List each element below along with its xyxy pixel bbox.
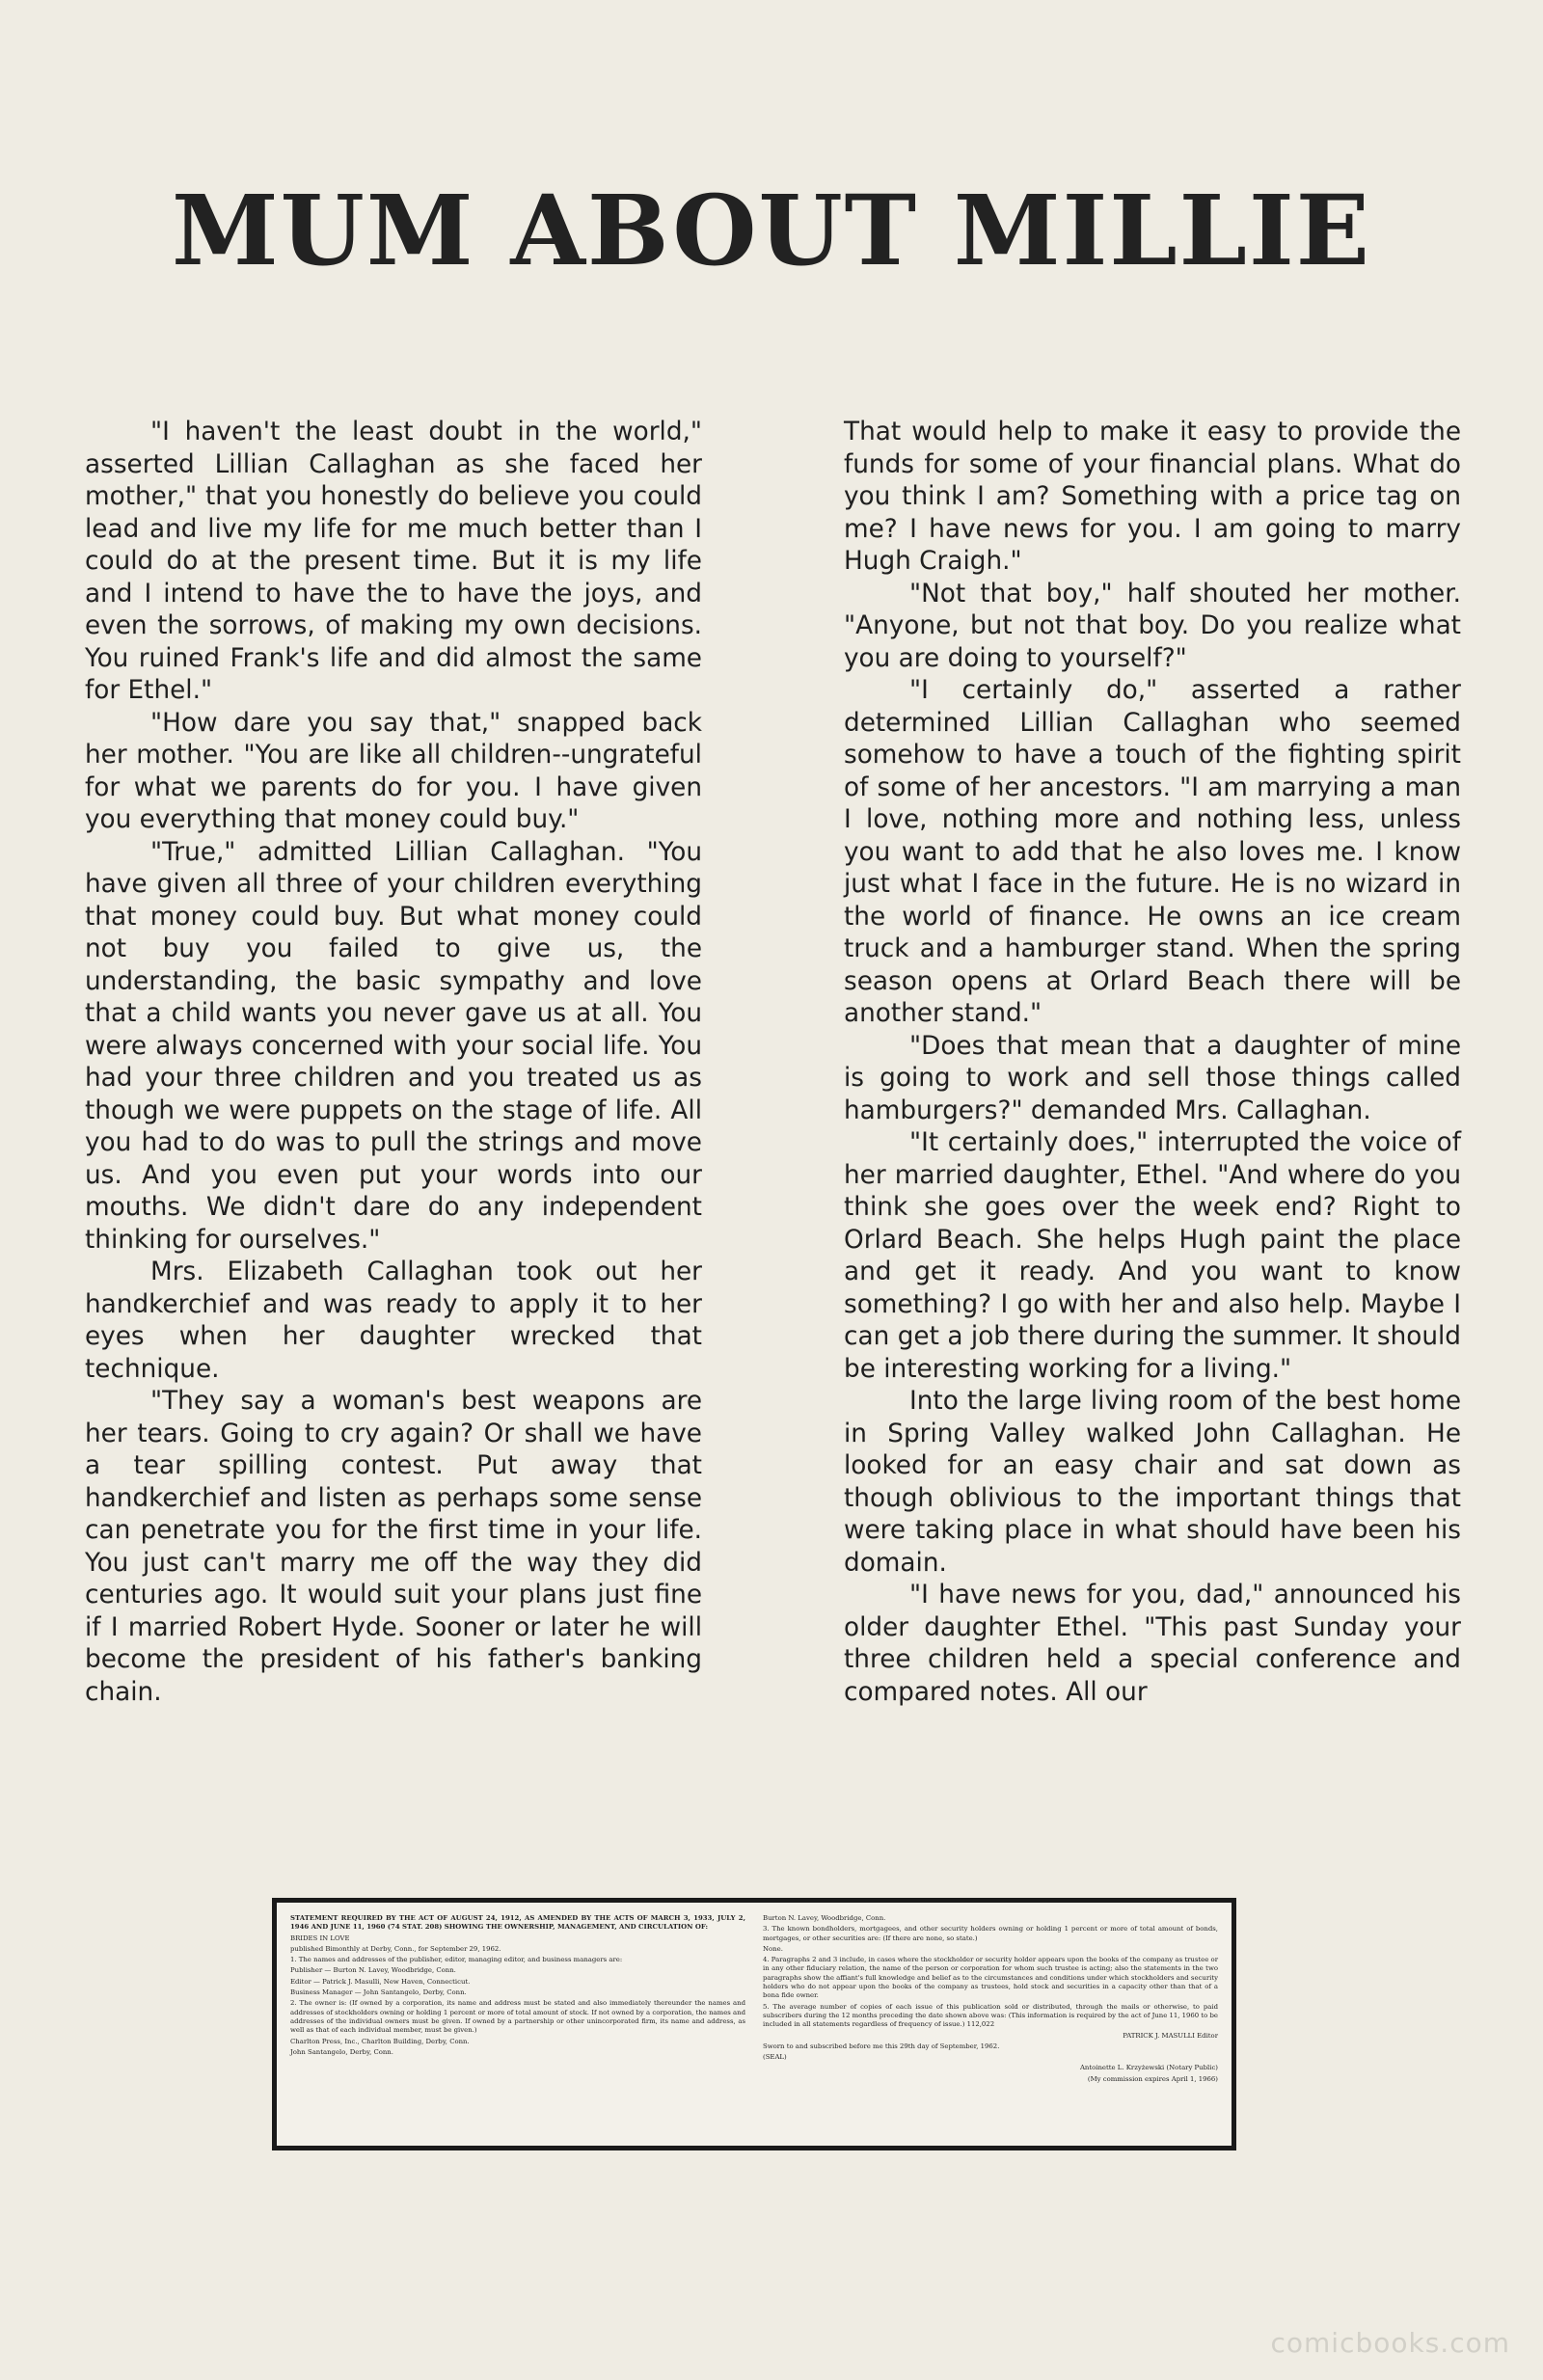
paragraph: "How dare you say that," snapped back her mother. "You are like all children--ungrateful for what we parents do for you. I have given you everything that money could buy." — [85, 708, 702, 834]
statement-commission: (My commission expires April 1, 1966) — [1087, 2074, 1218, 2083]
ownership-statement-box — [272, 1898, 1236, 2150]
statement-seal: (SEAL) — [763, 2053, 787, 2062]
statement-published: published Bimonthly at Derby, Conn., for September 29, 1962. — [290, 1944, 501, 1953]
paragraph: "Does that mean that a daughter of mine is going to work and sell those things called hamburgers?" demanded Mrs. Callaghan. — [844, 1031, 1461, 1125]
statement-item: 4. Paragraphs 2 and 3 include, in cases where the stockholder or security holder appears upon the books of the company as trustee or in any other fiduciary relation, the name of the person or corporation for whom such trustee is acting; also the statements in the two paragraphs show the affiant's full knowledge and belief as to the circumstances and conditions under which stockholders and security holders who do not appear upon the books of the company as trustees, hold stock and securities in a capacity other than that of a bona fide owner. — [763, 1956, 1218, 2000]
statement-item: 5. The average number of copies of each issue of this publication sold or distributed, through the mails or otherwise, to paid subscribers during the 12 months preceding the date shown above was: (This information is required by the act of June 11, 1960 to be included in all statements regardless of frequency of issue.) 112,022 — [763, 2002, 1218, 2029]
paragraph: Into the large living room of the best home in Spring Valley walked John Callaghan. He looked for an easy chair and sat down as though oblivious to the important things that were taking place in what should have been his domain. — [844, 1387, 1461, 1578]
statement-owner: Charlton Press, Inc., Charlton Building, Derby, Conn. — [290, 2037, 470, 2045]
statement-item: 2. The owner is: (If owned by a corporation, its name and address must be stated and also immediately thereunder the names and addresses of stockholders owning or holding 1 percent or more of total amount of stock. If not owned by a corporation, the names and addresses of the individual owners must be given. If owned by a partnership or other unincorporated firm, its name and address, as well as that of each individual member, must be given.) — [290, 1999, 745, 2035]
statement-owner: Burton N. Lavey, Woodbridge, Conn. — [763, 1914, 886, 1922]
site-watermark: comicbooks.com — [1270, 2327, 1510, 2359]
paragraph: That would help to make it easy to provide the funds for some of your financial plans. What do you think I am? Something with a price tag on me? I have news for you. I am going to marry Hugh Craigh." — [844, 418, 1461, 576]
text-column-left — [85, 417, 702, 1709]
statement-business-manager: Business Manager — John Santangelo, Derby, Conn. — [290, 1988, 467, 1997]
statement-editor: Editor — Patrick J. Masulli, New Haven, Connecticut. — [290, 1977, 471, 1986]
statement-publisher: Publisher — Burton N. Lavey, Woodbridge, Conn. — [290, 1966, 456, 1975]
paragraph: "I haven't the least doubt in the world," asserted Lillian Callaghan as she faced her mother," that you honestly do believe you could lead and live my life for me much better than I could do at the present time. But it is my life and I intend to have the to have the joys, and even the sorrows, of making my own decisions. You ruined Frank's life and did almost the same for Ethel." — [85, 418, 702, 705]
statement-none: None. — [763, 1944, 783, 1953]
statement-column-right — [763, 1914, 1218, 2134]
paragraph: "It certainly does," interrupted the voice of her married daughter, Ethel. "And where do you think she goes over the week end? Right to Orlard Beach. She helps Hugh paint the place and get it ready. And you want to know something? I go with her and also help. Maybe I can get a job there during the summer. It should be interesting working for a living." — [844, 1128, 1461, 1384]
statement-notary: Antoinette L. Krzyżewski (Notary Public) — [1079, 2064, 1218, 2072]
statement-publication: BRIDES IN LOVE — [290, 1934, 350, 1942]
statement-item: 1. The names and addresses of the publisher, editor, managing editor, and business managers are: — [290, 1956, 623, 1964]
story-title: MUM ABOUT MILLIE — [171, 174, 1371, 287]
paragraph: Mrs. Elizabeth Callaghan took out her handkerchief and was ready to apply it to her eyes when her daughter wrecked that technique. — [85, 1258, 702, 1384]
paragraph: "They say a woman's best weapons are her tears. Going to cry again? Or shall we have a tear spilling contest. Put away that handkerchief and listen as perhaps some sense can penetrate you for the first time in your life. You just can't marry me off the way they did centuries ago. It would suit your plans just fine if I married Robert Hyde. Sooner or later he will become the president of his father's banking chain. — [85, 1387, 702, 1707]
statement-signature: PATRICK J. MASULLI Editor — [1123, 2031, 1218, 2040]
statement-heading: STATEMENT REQUIRED BY THE ACT OF AUGUST 24, 1912, AS AMENDED BY THE ACTS OF MARCH 3, 1933, JULY 2, 1946 AND JUNE 11, 1960 (74 STAT. 208) SHOWING THE OWNERSHIP, MANAGEMENT, AND CIRCULATION OF: — [290, 1914, 745, 1932]
paragraph: "True," admitted Lillian Callaghan. "You have given all three of your children everything that money could buy. But what money could not buy you failed to give us, the understanding, the basic sympathy and love that a child wants you never gave us at all. You were always concerned with your social life. You had your three children and you treated us as though we were puppets on the stage of life. All you had to do was to pull the strings and move us. And you even put your words into our mouths. We didn't dare do any independent thinking for ourselves." — [85, 837, 702, 1255]
statement-item: 3. The known bondholders, mortgagees, and other security holders owning or holding 1 percent or more of total amount of bonds, mortgages, or other securities are: (If there are none, so state.) — [763, 1925, 1218, 1942]
paragraph: "I have news for you, dad," announced his older daughter Ethel. "This past Sunday your three children held a special conference and compared notes. All our — [844, 1581, 1461, 1707]
statement-column-left — [290, 1914, 745, 2134]
statement-sworn: Sworn to and subscribed before me this 29th day of September, 1962. — [763, 2042, 1000, 2050]
statement-owner: John Santangelo, Derby, Conn. — [290, 2047, 393, 2056]
paragraph: "I certainly do," asserted a rather determined Lillian Callaghan who seemed somehow to have a touch of the fighting spirit of some of her ancestors. "I am marrying a man I love, nothing more and nothing less, unless you want to add that he also loves me. I know just what I face in the future. He is no wizard in the world of finance. He owns an ice cream truck and a hamburger stand. When the spring season opens at Orlard Beach there will be another stand." — [844, 676, 1461, 1028]
paragraph: "Not that boy," half shouted her mother. "Anyone, but not that boy. Do you realize what you are doing to yourself?" — [844, 579, 1461, 673]
text-column-right — [844, 417, 1461, 1709]
